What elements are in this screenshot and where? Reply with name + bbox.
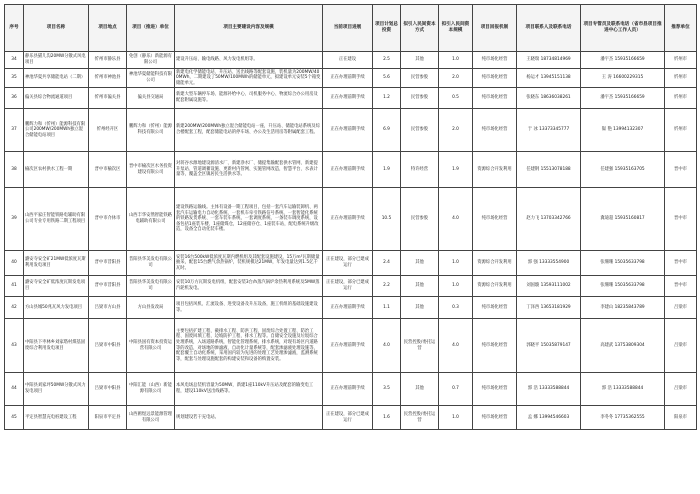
planned-investment: 4.0	[373, 319, 401, 373]
capital-scale: 1.0	[439, 406, 473, 430]
return-mechanism: 资源综合开发利用	[473, 251, 517, 276]
project-manager: 高建武 13753809304	[581, 319, 665, 373]
project-unit: 中阳县国有资本投资运营有限公司	[127, 319, 175, 373]
project-manager: 冀迪超 15935160817	[581, 188, 665, 251]
recommending-unit: 吕梁市	[665, 297, 697, 319]
planned-investment: 1.2	[373, 88, 401, 109]
project-status: 正在办理前期手续	[323, 152, 373, 188]
return-mechanism: 纯市场化经营	[473, 52, 517, 69]
project-contact: 杨运才 13945151138	[517, 69, 581, 88]
project-contact: 于 冰 13373345777	[517, 109, 581, 152]
project-contact: 王晓瑞 18734814969	[517, 52, 581, 69]
row-number: 34	[5, 52, 24, 69]
project-unit: 偏关县交通局	[127, 88, 175, 109]
planned-investment: 2.2	[373, 276, 401, 297]
return-mechanism: 纯市场化经营	[473, 373, 517, 406]
column-header: 项目回报机制	[473, 5, 517, 52]
project-contact: 刘国璇 13593111002	[517, 276, 581, 297]
project-manager: 韫 艳 13994132307	[581, 109, 665, 152]
planned-investment: 10.5	[373, 188, 401, 251]
project-status: 正在建设	[323, 52, 373, 69]
row-number: 37	[5, 109, 24, 152]
project-location: 晋中市昔阳县	[89, 251, 127, 276]
table-row	[5, 406, 697, 430]
planned-investment: 3.5	[373, 373, 401, 406]
project-location: 忻州市静乐县	[89, 52, 127, 69]
project-manager: 任建强 15935163705	[581, 152, 665, 188]
capital-mode: 其他	[401, 52, 439, 69]
planned-investment: 1.1	[373, 297, 401, 319]
project-contact: 孟 娜 13994546603	[517, 406, 581, 430]
project-status: 正在建设，部分已建成运行	[323, 276, 373, 297]
return-mechanism: 纯市场化经营	[473, 109, 517, 152]
column-header: 推荐单位	[665, 5, 697, 52]
project-status: 正在建设，部分已建成运行	[323, 251, 373, 276]
return-mechanism: 纯市场化经营	[473, 69, 517, 88]
return-mechanism: 纯市场化经营	[473, 188, 517, 251]
project-location: 忻州经开区	[89, 109, 127, 152]
return-mechanism: 纯市场化经营	[473, 88, 517, 109]
column-header: 项目专管员及联系电话（省市县项目推进中心工作人员）	[581, 5, 665, 52]
table-row	[5, 251, 697, 276]
return-mechanism: 纯市场化经营	[473, 319, 517, 373]
capital-mode: 民营控股/委托运营	[401, 319, 439, 373]
project-contact: 任建钢 15513078188	[517, 152, 581, 188]
project-contact: 郭 浩 13333588844	[517, 373, 581, 406]
project-contact: 郭 强 13333554900	[517, 251, 581, 276]
table-row	[5, 188, 697, 251]
project-unit: 昔阳县华美发电有限公司	[127, 276, 175, 297]
project-contact: 丁泽西 13653181929	[517, 297, 581, 319]
project-name: 中阳县下枣林乡刘家塔村煤基固废综合利用发电项目	[24, 319, 89, 373]
table-row	[5, 276, 697, 297]
capital-mode: 民营控股/委托运营	[401, 406, 439, 430]
recommending-unit: 晋中市	[665, 152, 697, 188]
return-mechanism: 资源综合开发利用	[473, 276, 517, 297]
column-header: 拟引入民间资本规模	[439, 5, 473, 52]
project-location: 晋中市昔阳县	[89, 276, 127, 297]
project-location: 阳泉市平定县	[89, 406, 127, 430]
project-content: 新建电化学储能电站、升压站、送出线路等配套设施，装机量为200MW/400MWh，二期建设了50MW/100MWh的储能单元，拟建设单元安装5个箱变储能单元。	[175, 69, 323, 88]
row-number: 36	[5, 88, 24, 109]
column-header: 项目计划总投资	[373, 5, 401, 52]
project-manager: 张珊珊 15035633798	[581, 276, 665, 297]
row-number: 41	[5, 276, 24, 297]
table-row	[5, 109, 697, 152]
project-unit: 昔阳县华美发电有限公司	[127, 251, 175, 276]
project-contact: 郭晓平 15035879147	[517, 319, 581, 373]
row-number: 43	[5, 319, 24, 373]
project-content: 规划建设若干充电站。	[175, 406, 323, 430]
capital-scale: 1.0	[439, 251, 473, 276]
column-header: 当前项目进展	[323, 5, 373, 52]
project-unit: 晋中市榆次区水务投资建设有限公司	[127, 152, 175, 188]
project-status: 正在办理前期手续	[323, 188, 373, 251]
project-content: 项目包括风机、汇流设备、进变设备及升压设备，施工机组的基础设施建设等。	[175, 297, 323, 319]
table-row	[5, 88, 697, 109]
project-name: 山西平家庄智能铁路电辅助有限公司专业专用铁路二期工程项目	[24, 188, 89, 251]
project-content: 安装10万方瓦斯发电机组，配套安装3台/h蒸汽锅炉余热利用系统及5MW蒸汽轮机发电。	[175, 276, 323, 297]
project-content: 建设升压站、输电线路、风力发电机组等。	[175, 52, 323, 69]
project-location: 吕梁市中阳县	[89, 319, 127, 373]
recommending-unit: 阳泉市	[665, 406, 697, 430]
project-status: 正在办理前期手续	[323, 88, 373, 109]
project-status: 正在办理前期手续	[323, 109, 373, 152]
capital-scale: 4.0	[439, 319, 473, 373]
capital-mode: 民营参股	[401, 69, 439, 88]
planned-investment: 1.9	[373, 152, 401, 188]
project-content: 对蒋谷水源地建设源清水厂、新建净水厂、储提集输配套供水管网、新建提升泵站、管道调蓄设施、更新村内管网、实施管网改造，智慧平台、水表计量等，覆盖全区镇居民生活供水等。	[175, 152, 323, 188]
capital-scale: 1.9	[439, 152, 473, 188]
recommending-unit: 吕梁市	[665, 319, 697, 373]
project-table-sheet	[4, 4, 696, 430]
project-location: 忻州市神池县	[89, 69, 127, 88]
project-content: 新建大型车辆停车场、能源补给中心、司机服务中心、物流综合办公用房及配套附属设施等。	[175, 88, 323, 109]
project-manager: 郭 浩 13333588844	[581, 373, 665, 406]
recommending-unit: 晋中市	[665, 276, 697, 297]
project-unit: 方山县发改局	[127, 297, 175, 319]
project-unit: 山西鸥煜远景能源管理有限公司	[127, 406, 175, 430]
capital-scale: 4.0	[439, 188, 473, 251]
project-manager: 潘宇杰 15935166659	[581, 52, 665, 69]
row-number: 40	[5, 251, 24, 276]
capital-scale: 0.7	[439, 373, 473, 406]
project-location: 吕梁市中阳县	[89, 373, 127, 406]
project-content: 建设铁路运输线。主体有设备一期工程项目，包括一套汽车运输装卸机、两套汽车运输电力自动化系统、一套机车牵引铁路信号系统、一套智能化系统的铁路发货系统、一套车装车系统，一套调度系统、一条装车调度系统，设备包括1座装车楼、1座储煤仓，12座储存仓、1座装车站，配电系统升级改造，设备全自动化装车楼。	[175, 188, 323, 251]
row-number: 35	[5, 69, 24, 88]
capital-scale: 0.3	[439, 297, 473, 319]
project-name: 中阳县刘家坪50MW分散式风力发电项目	[24, 373, 89, 406]
project-manager: 王 涛 16600229315	[581, 69, 665, 88]
project-status: 正在办理前期手续	[323, 319, 373, 373]
row-number: 42	[5, 297, 24, 319]
table-row	[5, 297, 697, 319]
project-manager: 李建山 18235843789	[581, 297, 665, 319]
project-name: 潞安寺安全矿低浓度瓦斯发电项目	[24, 276, 89, 297]
project-status: 正在办理前期手续	[323, 297, 373, 319]
project-unit: 神池华夏储能科技有限公司	[127, 69, 175, 88]
project-contact: 赵力飞 13703342766	[517, 188, 581, 251]
recommending-unit: 忻州市	[665, 88, 697, 109]
project-table	[4, 4, 697, 430]
recommending-unit: 吕梁市	[665, 373, 697, 406]
recommending-unit: 晋中市	[665, 188, 697, 251]
project-name: 方山县城50兆瓦风力发电项目	[24, 297, 89, 319]
table-row	[5, 373, 697, 406]
project-location: 晋中市榆次区	[89, 152, 127, 188]
column-header: 拟引入民间资本方式	[401, 5, 439, 52]
capital-mode: 民营参股	[401, 109, 439, 152]
project-unit: 鹏辉力和（忻州）能源科技有限公司	[127, 109, 175, 152]
table-body	[5, 52, 697, 430]
row-number: 45	[5, 406, 24, 430]
planned-investment: 5.6	[373, 69, 401, 88]
project-name: 神池华夏共享储能电站（二期）	[24, 69, 89, 88]
recommending-unit: 晋中市	[665, 251, 697, 276]
planned-investment: 1.6	[373, 406, 401, 430]
column-header: 项目名称	[24, 5, 89, 52]
project-content: 主要包括扩建工程、截排水工程、防洪工程、固废综合处置工程、防治工程、固废回填工程、边坡防护工程、排水工程等。自储安全设施及垃圾综合处理系统，入场道路系统，智能化管理系统，排水系统，对现有场区内道路等的改造，对场地的渗滤液、自动化计量系统等，配套渗滤液处理设施等，配套覆土自动化系统，采用国内较为先进的处理工艺处理渗滤液，监测系统等，配套与处理设施配套的构建安装和设备的购置安装。	[175, 319, 323, 373]
column-header: 序号	[5, 5, 24, 52]
project-content: 安装16台500kW低浓度瓦斯内燃机组及其配套设施建设，15万m³瓦斯储量抽采，配套15台燃气余热锅炉，装机规模达21MW，年发电量达到1.5亿千瓦时。	[175, 251, 323, 276]
project-unit: 中阳汇能（山西）新能源有限公司	[127, 373, 175, 406]
capital-mode: 民营参股	[401, 88, 439, 109]
recommending-unit: 忻州市	[665, 52, 697, 69]
project-manager: 李冬冬 17735362555	[581, 406, 665, 430]
project-name: 静乐县猫儿沟20MW分散式风电项目	[24, 52, 89, 69]
project-location: 忻州市偏关县	[89, 88, 127, 109]
column-header: 项目地点	[89, 5, 127, 52]
return-mechanism: 纯市场化经营	[473, 297, 517, 319]
project-status: 正在建设，部分已建成运行	[323, 406, 373, 430]
project-status: 正在办理前期手续	[323, 69, 373, 88]
row-number: 38	[5, 152, 24, 188]
column-header: 项目主要建设内容及规模	[175, 5, 323, 52]
return-mechanism: 纯市场化经营	[473, 406, 517, 430]
recommending-unit: 忻州市	[665, 109, 697, 152]
project-name: 潞安寺安全矿21MW低浓度瓦斯利用发电项目	[24, 251, 89, 276]
project-status: 正在办理前期手续	[323, 373, 373, 406]
project-location: 吕梁市方山县	[89, 297, 127, 319]
project-manager: 潘宇杰 15935166659	[581, 88, 665, 109]
project-contact: 张晓东 18636038261	[517, 88, 581, 109]
capital-scale: 2.0	[439, 109, 473, 152]
capital-scale: 0.5	[439, 88, 473, 109]
project-content: 新建200MW/200MWh独立混合储能电站一座，升压站、储能电站系统及综合楼配套工程，配套储能电站的停车场、办公及生活用房等附属配套工程。	[175, 109, 323, 152]
table-row	[5, 152, 697, 188]
project-unit: 山西丰华安然智能铁路电辅助有限公司	[127, 188, 175, 251]
project-location: 晋中市介休市	[89, 188, 127, 251]
capital-mode: 其他	[401, 276, 439, 297]
project-manager: 张珊珊 15035633798	[581, 251, 665, 276]
recommending-unit: 忻州市	[665, 69, 697, 88]
project-name: 榆次区农村供水工程一期	[24, 152, 89, 188]
planned-investment: 2.4	[373, 251, 401, 276]
project-name: 鹏辉力和（忻州）能源科技有限公司200MW/200MWh独立混合储能电站项目	[24, 109, 89, 152]
capital-mode: 特许经营	[401, 152, 439, 188]
return-mechanism: 资源综合开发利用	[473, 152, 517, 188]
project-name: 偏关县综合物流通道项目	[24, 88, 89, 109]
capital-scale: 1.0	[439, 52, 473, 69]
table-row	[5, 319, 697, 373]
project-unit: 免创（静乐）新能源有限公司	[127, 52, 175, 69]
project-content: 本风电场总装机容量为50MW，新建1座110kV升压站及配套的输变电工程，建设110kV送出线路等。	[175, 373, 323, 406]
capital-mode: 其他	[401, 297, 439, 319]
capital-mode: 民营参股	[401, 188, 439, 251]
table-row	[5, 69, 697, 88]
planned-investment: 2.5	[373, 52, 401, 69]
table-row	[5, 52, 697, 69]
column-header: 项目联系人及联系电话	[517, 5, 581, 52]
table-header-row	[5, 5, 697, 52]
column-header: 项目（推进）单位	[127, 5, 175, 52]
planned-investment: 6.9	[373, 109, 401, 152]
capital-scale: 2.0	[439, 69, 473, 88]
project-name: 平定县智慧充电桩建设工程	[24, 406, 89, 430]
capital-mode: 其他	[401, 251, 439, 276]
row-number: 44	[5, 373, 24, 406]
capital-mode: 其他	[401, 373, 439, 406]
row-number: 39	[5, 188, 24, 251]
capital-scale: 1.0	[439, 276, 473, 297]
